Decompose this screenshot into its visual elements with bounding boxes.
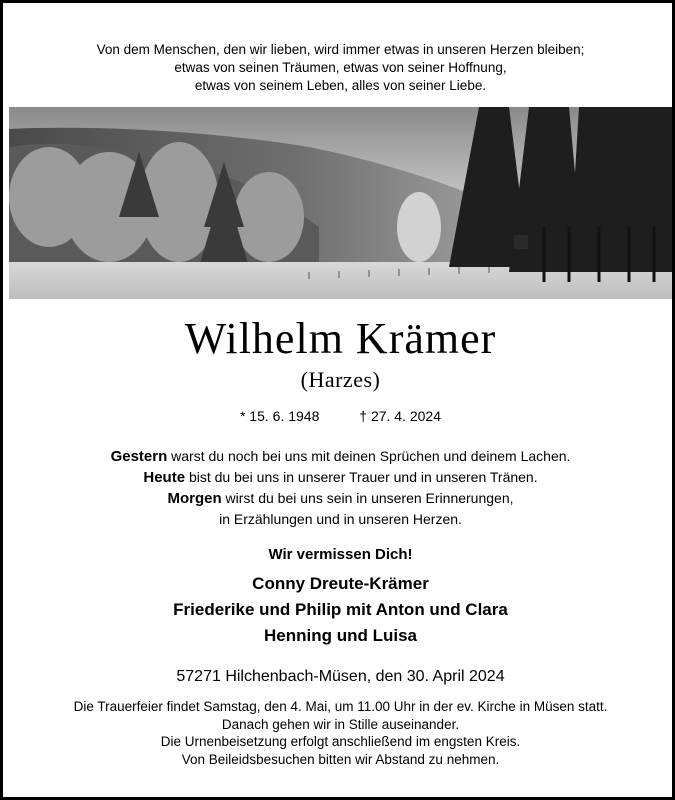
note-line: Die Urnenbeisetzung erfolgt anschließend im engsten Kreis. [160, 734, 521, 749]
poem-line [3, 467, 675, 488]
funeral-notes [3, 698, 675, 768]
birth-date: * 15. 6. 1948 [239, 408, 320, 424]
mourner-name: Friederike und Philip mit Anton und Clara [173, 600, 508, 619]
landscape-photo-icon [9, 107, 672, 299]
life-dates [3, 407, 675, 425]
memorial-quote [3, 41, 675, 95]
poem-text: bist du bei uns in unserer Trauer und in unseren Tränen. [185, 469, 538, 485]
quote-line: etwas von seinem Leben, alles von seiner Liebe. [194, 78, 487, 93]
note-line: Von Beileidsbesuchen bitten wir Abstand zu nehmen. [181, 751, 500, 767]
poem-line [3, 488, 675, 509]
deceased-nickname: (Harzes) [300, 367, 381, 392]
deceased-name: Wilhelm Krämer [184, 314, 497, 363]
mourners-list [3, 571, 675, 649]
poem-lead: Heute [143, 469, 186, 486]
quote-line: Von dem Menschen, den wir lieben, wird immer etwas in unseren Herzen bleiben; [96, 42, 585, 57]
note-line: Die Trauerfeier findet Samstag, den 4. Mai, um 11.00 Uhr in der ev. Kirche in Müsen statt. [73, 699, 608, 714]
death-date: † 27. 4. 2024 [359, 408, 442, 424]
poem-lead: Morgen [167, 490, 222, 507]
poem-lead: Gestern [110, 448, 168, 465]
poem-line [3, 446, 675, 467]
note-line: Danach gehen wir in Stille auseinander. [221, 716, 460, 732]
place-and-date: 57271 Hilchenbach-Müsen, den 30. April 2024 [176, 668, 505, 685]
mourner-name: Henning und Luisa [264, 626, 417, 645]
poem-line: in Erzählungen und in unseren Herzen. [219, 511, 462, 527]
quote-line: etwas von seinen Träumen, etwas von seiner Hoffnung, [174, 60, 507, 75]
poem-text: wirst du bei uns sein in unseren Erinnerungen, [221, 490, 514, 506]
mourners-heading: Wir vermissen Dich! [268, 546, 413, 563]
mourner-name: Conny Dreute-Krämer [252, 574, 429, 593]
poem [3, 446, 675, 530]
poem-text: warst du noch bei uns mit deinen Sprüchen und deinem Lachen. [167, 448, 571, 464]
